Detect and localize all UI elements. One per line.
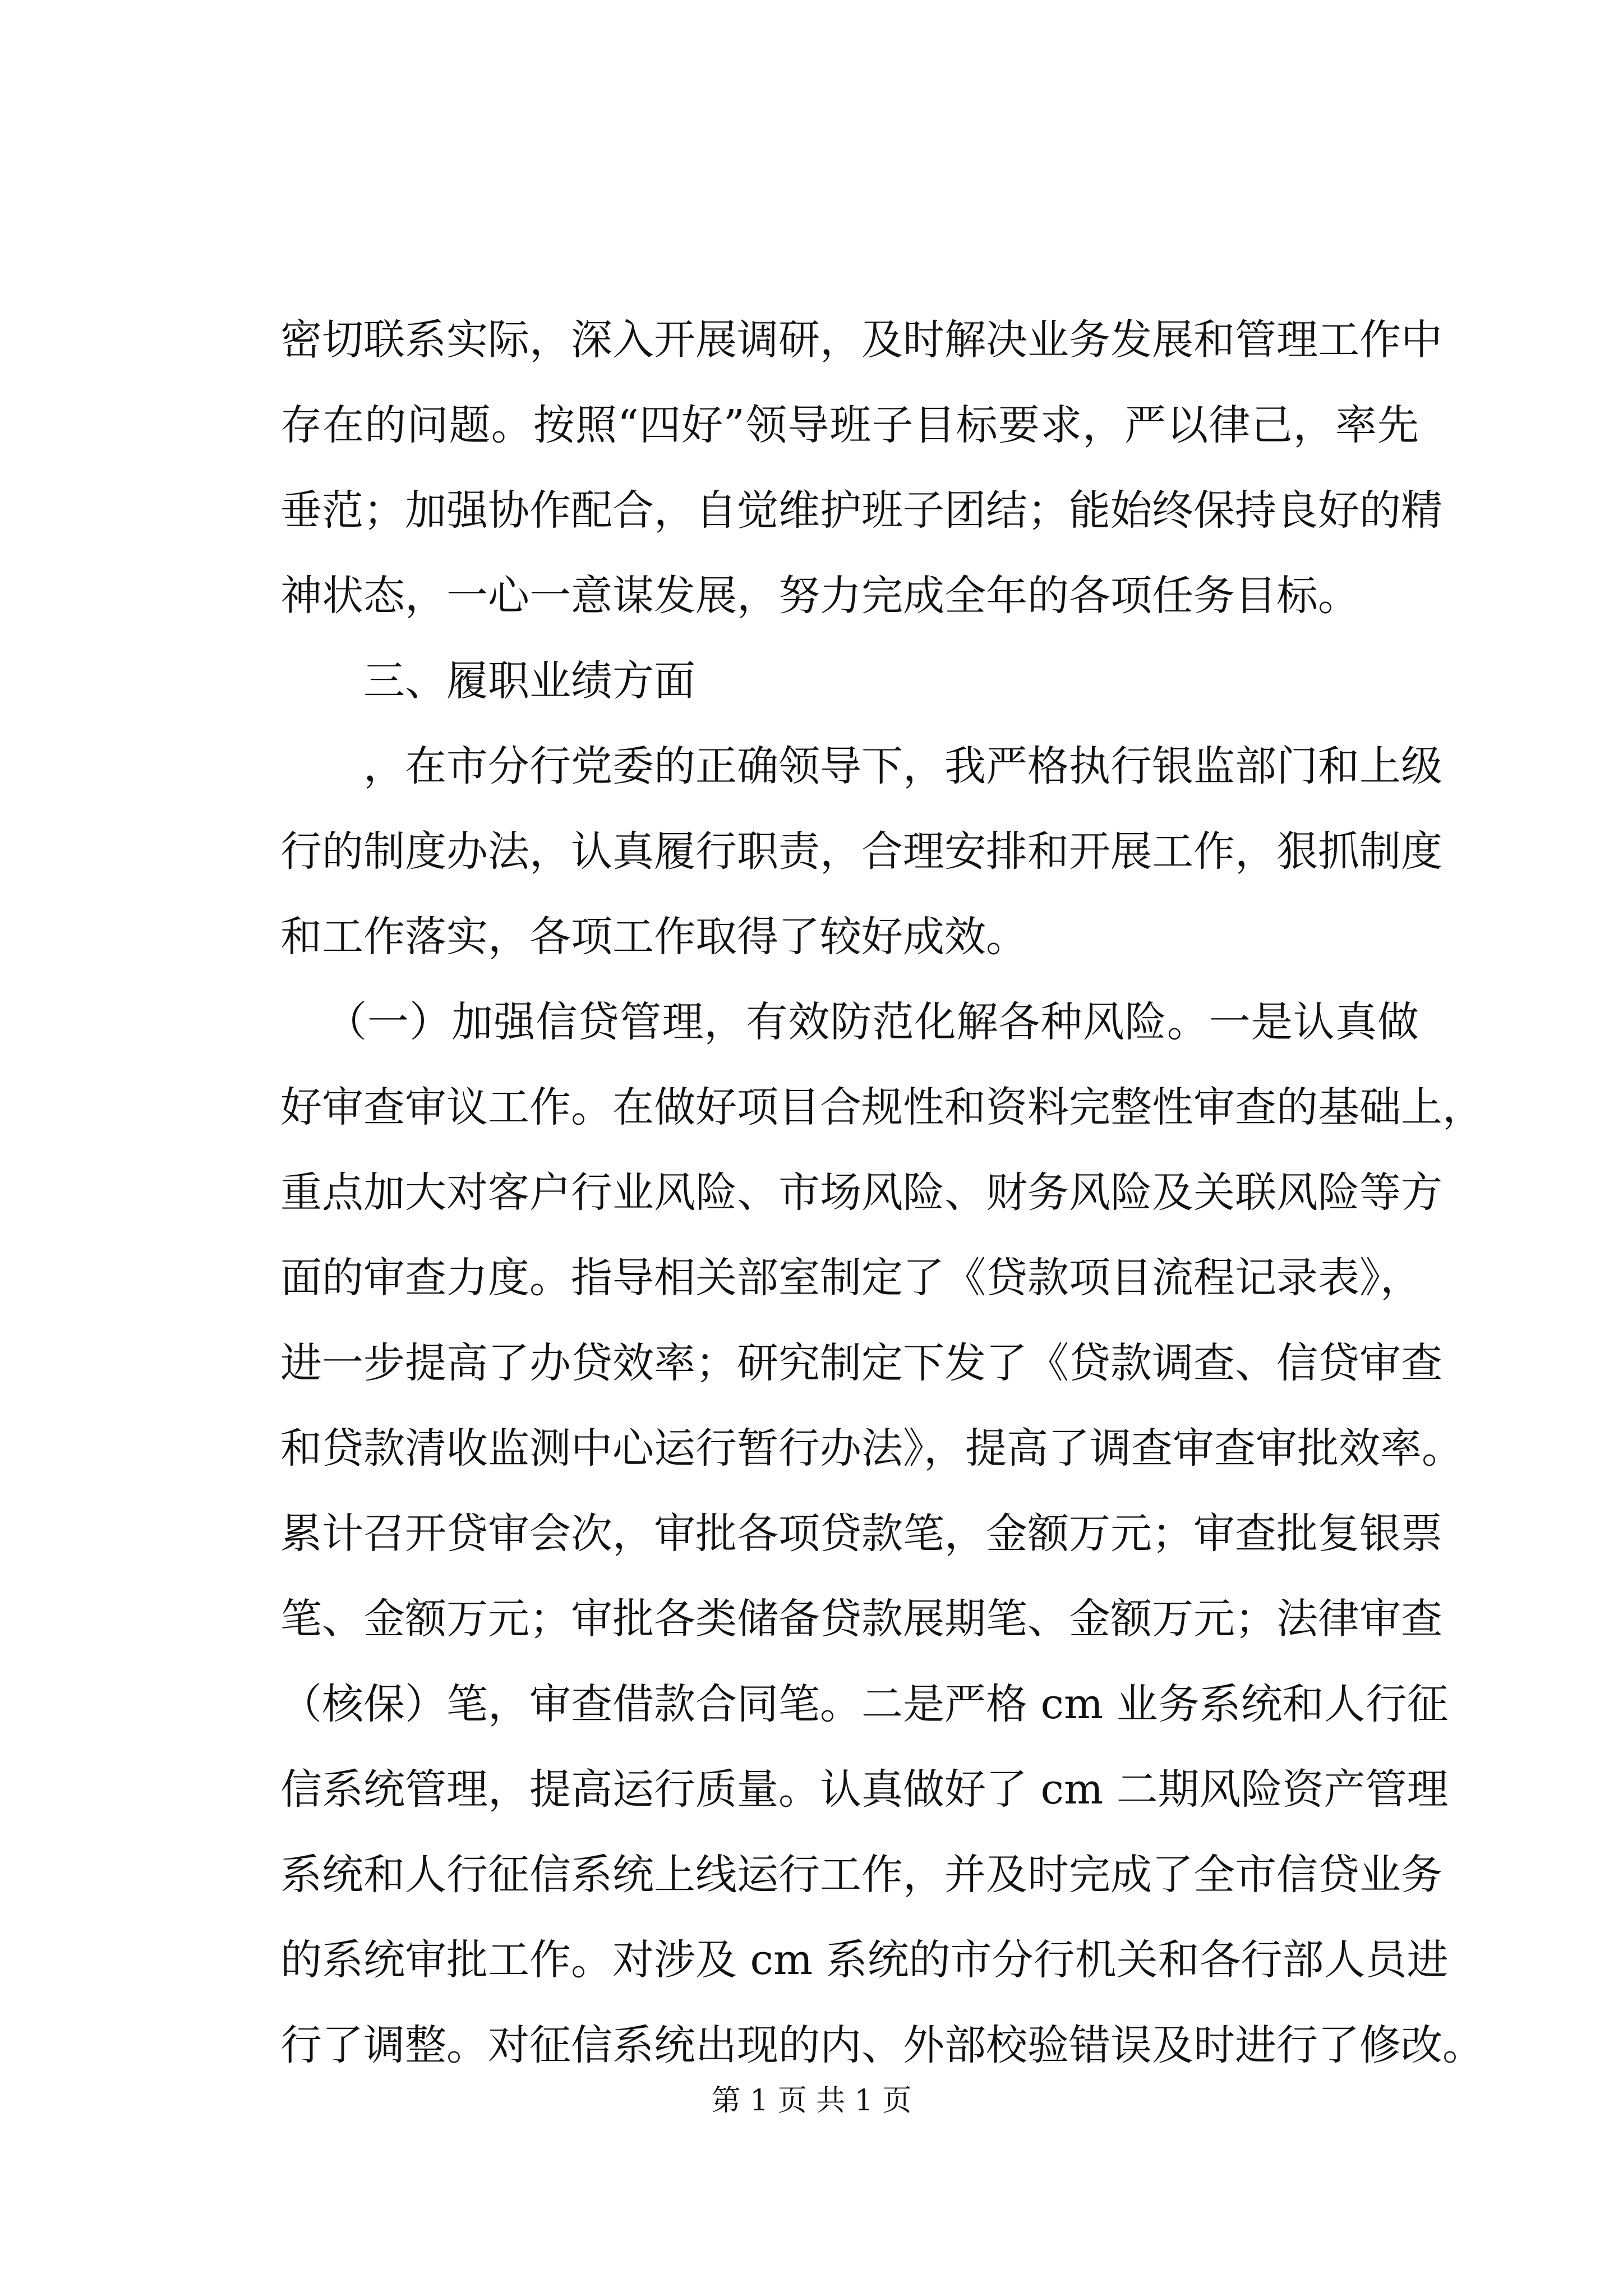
text-line: 垂范；加强协作配合，自觉维护班子团结；能始终保持良好的精 [280,486,1442,535]
text-line: 面的审查力度。指导相关部室制定了《贷款项目流程记录表》， [280,1254,1422,1302]
text-line: 重点加大对客户行业风险、市场风险、财务风险及关联风险等方 [280,1168,1442,1217]
text-line: 笔、金额万元；审批各类储备贷款展期笔、金额万元；法律审查 [280,1595,1442,1643]
text-line: 神状态，一心一意谋发展，努力完成全年的各项任务目标。 [280,572,1359,620]
section-heading: 三、履职业绩方面 [363,657,695,705]
page-footer: 第 1 页 共 1 页 [711,2084,912,2118]
text-line: 行的制度办法，认真履行职责，合理安排和开展工作，狠抓制度 [280,827,1442,876]
text-line: 累计召开贷审会次，审批各项贷款笔，金额万元；审查批复银票 [280,1510,1442,1558]
text-line: 好审查审议工作。在做好项目合规性和资料完整性审查的基础上， [280,1083,1484,1131]
text-line: 和贷款清收监测中心运行暂行办法》，提高了调查审查审批效率。 [280,1424,1463,1473]
text-line: 的系统审批工作。对涉及 cm 系统的市分行机关和各行部人员进 [280,1936,1449,1984]
text-line: （核保）笔，审查借款合同笔。二是严格 cm 业务系统和人行征 [280,1680,1449,1728]
text-line: 存在的问题。按照“四好”领导班子目标要求，严以律己，率先 [280,401,1419,449]
text-line: 系统和人行征信系统上线运行工作，并及时完成了全市信贷业务 [280,1851,1442,1899]
text-line: 信系统管理，提高运行质量。认真做好了 cm 二期风险资产管理 [280,1765,1449,1814]
text-line: ，在市分行党委的正确领导下，我严格执行银监部门和上级 [363,742,1442,790]
text-line: 和工作落实，各项工作取得了较好成效。 [280,913,1027,961]
document-body [280,297,1484,2088]
text-line: 行了调整。对征信系统出现的内、外部校验错误及时进行了修改。 [280,2021,1484,2069]
text-line: 密切联系实际，深入开展调研，及时解决业务发展和管理工作中 [280,316,1442,364]
text-line: 进一步提高了办贷效率；研究制定下发了《贷款调查、信贷审查 [280,1339,1442,1387]
subsection-line: （一）加强信贷管理，有效防范化解各种风险。一是认真做 [325,998,1419,1046]
